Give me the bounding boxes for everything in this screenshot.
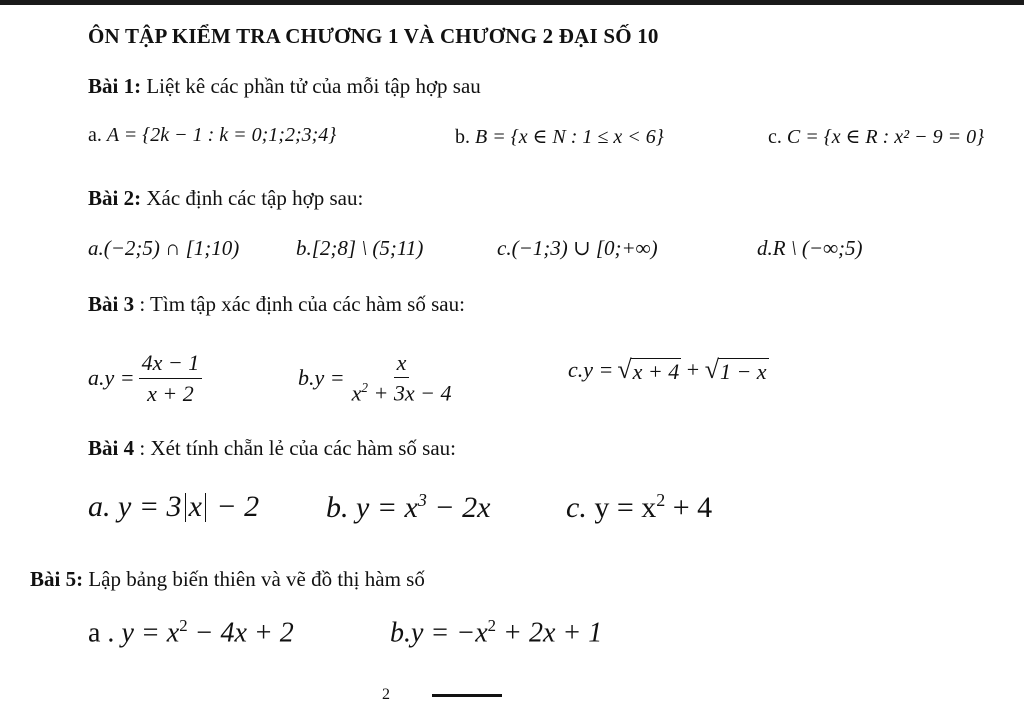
set-expression: (−2;5) ∩ [1;10) [103,236,240,260]
function-lhs: y = [583,357,614,382]
set-expression: R \ (−∞;5) [772,236,863,260]
item-label: a. [88,124,102,146]
exercise-2-item-a [88,236,239,261]
cut-off-line [320,684,540,704]
exercise-4-label: Bài 4 [88,436,135,460]
radical-sign: √ [704,355,719,385]
page-title: ÔN TẬP KIỂM TRA CHƯƠNG 1 VÀ CHƯƠNG 2 ĐẠI SỐ 10 [88,24,659,48]
exercise-3-text: : Tìm tập xác định của các hàm số sau: [134,292,465,316]
exponent: 3 [417,490,427,510]
exercise-4-text: : Xét tính chẵn lẻ của các hàm số sau: [134,436,456,460]
set-expression: (−1;3) ∪ [0;+∞) [511,236,658,260]
set-expression: A = {2k − 1 : k = 0;1;2;3;4} [106,124,337,146]
exercise-4-heading [88,436,456,461]
exercise-4-item-c [566,490,712,525]
numerator: x [394,350,410,378]
item-label: b. [390,617,411,649]
fraction [139,350,203,406]
exercise-1-item-b [455,124,664,149]
radicand: 1 − x [719,358,767,384]
exercise-5-text: Lập bảng biến thiên và vẽ đồ thị hàm số [83,567,425,591]
exercise-5-label: Bài 5: [30,567,84,591]
exponent: 2 [179,616,188,635]
exercise-3-item-c [568,357,769,383]
numerator: 4x − 1 [139,350,203,378]
set-expression: [2;8] \ (5;11) [311,236,424,260]
denominator [349,378,455,406]
cut-off-exponent: 2 [382,686,390,703]
expr-post: − 2x [426,491,491,524]
item-label: b. [296,236,312,260]
exercise-5-heading [30,567,425,592]
expr-post: − 4x + 2 [187,617,294,649]
exercise-3-item-a [88,340,206,416]
exercise-2-item-c [497,236,658,261]
item-label: b. [455,126,470,148]
denominator: x + 2 [147,380,194,406]
item-label: c. [497,236,512,260]
item-label: b. [326,491,349,524]
exercise-2-text: Xác định các tập hợp sau: [141,186,364,210]
item-label: a . [88,617,115,649]
exercise-1-label: Bài 1: [88,74,142,98]
expr-pre: y = x [121,617,180,649]
expr-pre: y = 3 [118,490,182,523]
exercise-3-heading [88,292,465,317]
item-label: a. [88,490,111,523]
square-root-2 [705,357,769,383]
item-label: a. [88,236,104,260]
exercise-3-label: Bài 3 [88,292,135,316]
expr-post: − 2 [208,490,260,523]
function-lhs: y = [104,365,135,390]
item-label: b. [298,365,315,390]
exponent: 2 [656,490,666,510]
exercise-4-item-b [326,490,490,525]
expr-post: + 4 [665,491,713,524]
expr-pre: y = x [594,491,657,524]
exercise-1-text: Liệt kê các phần tử của mỗi tập hợp sau [141,74,481,98]
exercise-2-item-d [757,236,863,261]
expr-post: + 2x + 1 [496,617,603,649]
exercise-1-heading [88,74,481,99]
exercise-2-heading [88,186,363,211]
absolute-value: x [185,493,206,522]
item-label: c. [568,357,584,382]
den-base: x [351,380,362,406]
item-label: a. [88,365,105,390]
expr-pre: y = x [356,491,418,524]
radical-sign: √ [617,355,632,385]
exercise-5-item-a [88,616,294,649]
exercise-4-item-a [88,490,259,524]
fraction [349,350,455,406]
den-rest: + 3x − 4 [367,380,452,406]
exercise-1-item-c [768,124,984,149]
exercise-1-item-a [88,124,336,147]
square-root-1 [617,357,681,383]
item-label: c. [566,491,587,524]
exponent: 2 [487,616,497,635]
function-lhs: y = [314,365,345,390]
exercise-5-item-b [390,616,602,649]
item-label: c. [768,126,782,148]
exercise-3-item-b [298,340,458,416]
set-expression: C = {x ∈ R : x² − 9 = 0} [786,126,985,148]
exercise-2-label: Bài 2: [88,186,142,210]
exercise-2-item-b [296,236,423,261]
item-label: d. [757,236,773,260]
expr-pre: y = −x [411,617,488,649]
set-expression: B = {x ∈ N : 1 ≤ x < 6} [475,126,664,148]
radicand: x + 4 [632,358,680,384]
plus-sign: + [681,357,705,382]
cut-off-stroke [432,694,502,697]
top-border [0,0,1024,5]
den-exponent: 2 [361,380,368,396]
